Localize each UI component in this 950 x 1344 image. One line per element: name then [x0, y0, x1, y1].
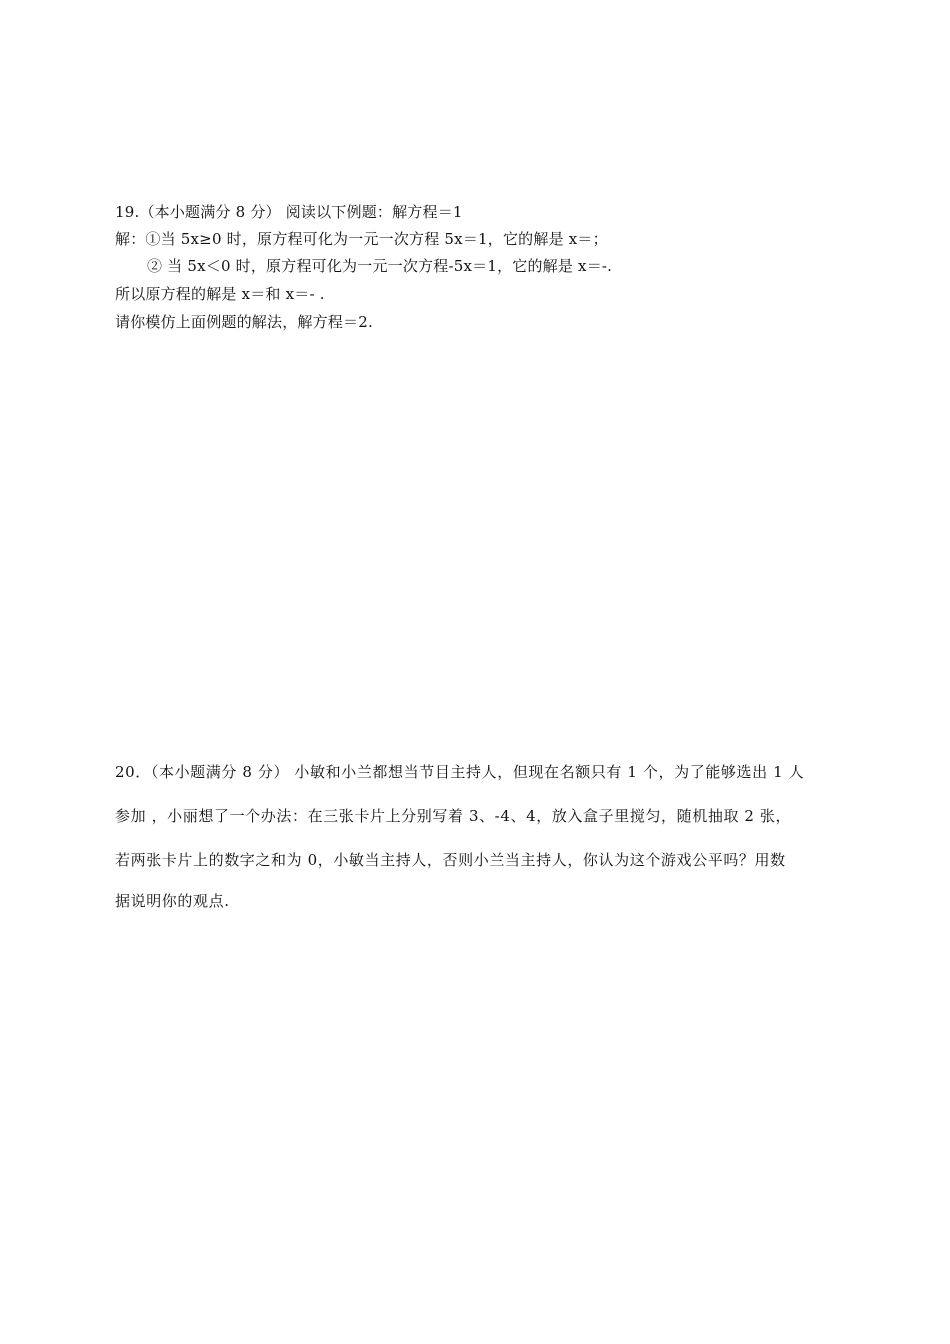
q19-solution-case-1: 解：①当 5x≥0 时，原方程可化为一元一次方程 5x＝1，它的解是 x＝；: [115, 230, 608, 248]
q19-conclusion: 所以原方程的解是 x＝和 x＝- .: [115, 285, 325, 303]
q19-solution-case-2: ② 当 5x＜0 时，原方程可化为一元一次方程-5x＝1，它的解是 x＝-.: [147, 257, 613, 275]
q20-line-4: 据说明你的观点.: [115, 892, 230, 910]
q19-header: 19.（本小题满分 8 分） 阅读以下例题：解方程＝1: [115, 203, 463, 221]
q20-line-1: 20．（本小题满分 8 分） 小敏和小兰都想当节目主持人，但现在名额只有 1 个，为了能够选出 1 人: [115, 763, 805, 781]
q19-task: 请你模仿上面例题的解法，解方程＝2.: [115, 313, 373, 331]
q20-line-3: 若两张卡片上的数字之和为 0，小敏当主持人，否则小兰当主持人，你认为这个游戏公平吗？用数: [115, 851, 786, 869]
q20-line-2: 参加 ，小丽想了一个办法：在三张卡片上分别写着 3、-4、4，放入盒子里搅匀，随机抽取 2 张，: [115, 807, 792, 825]
